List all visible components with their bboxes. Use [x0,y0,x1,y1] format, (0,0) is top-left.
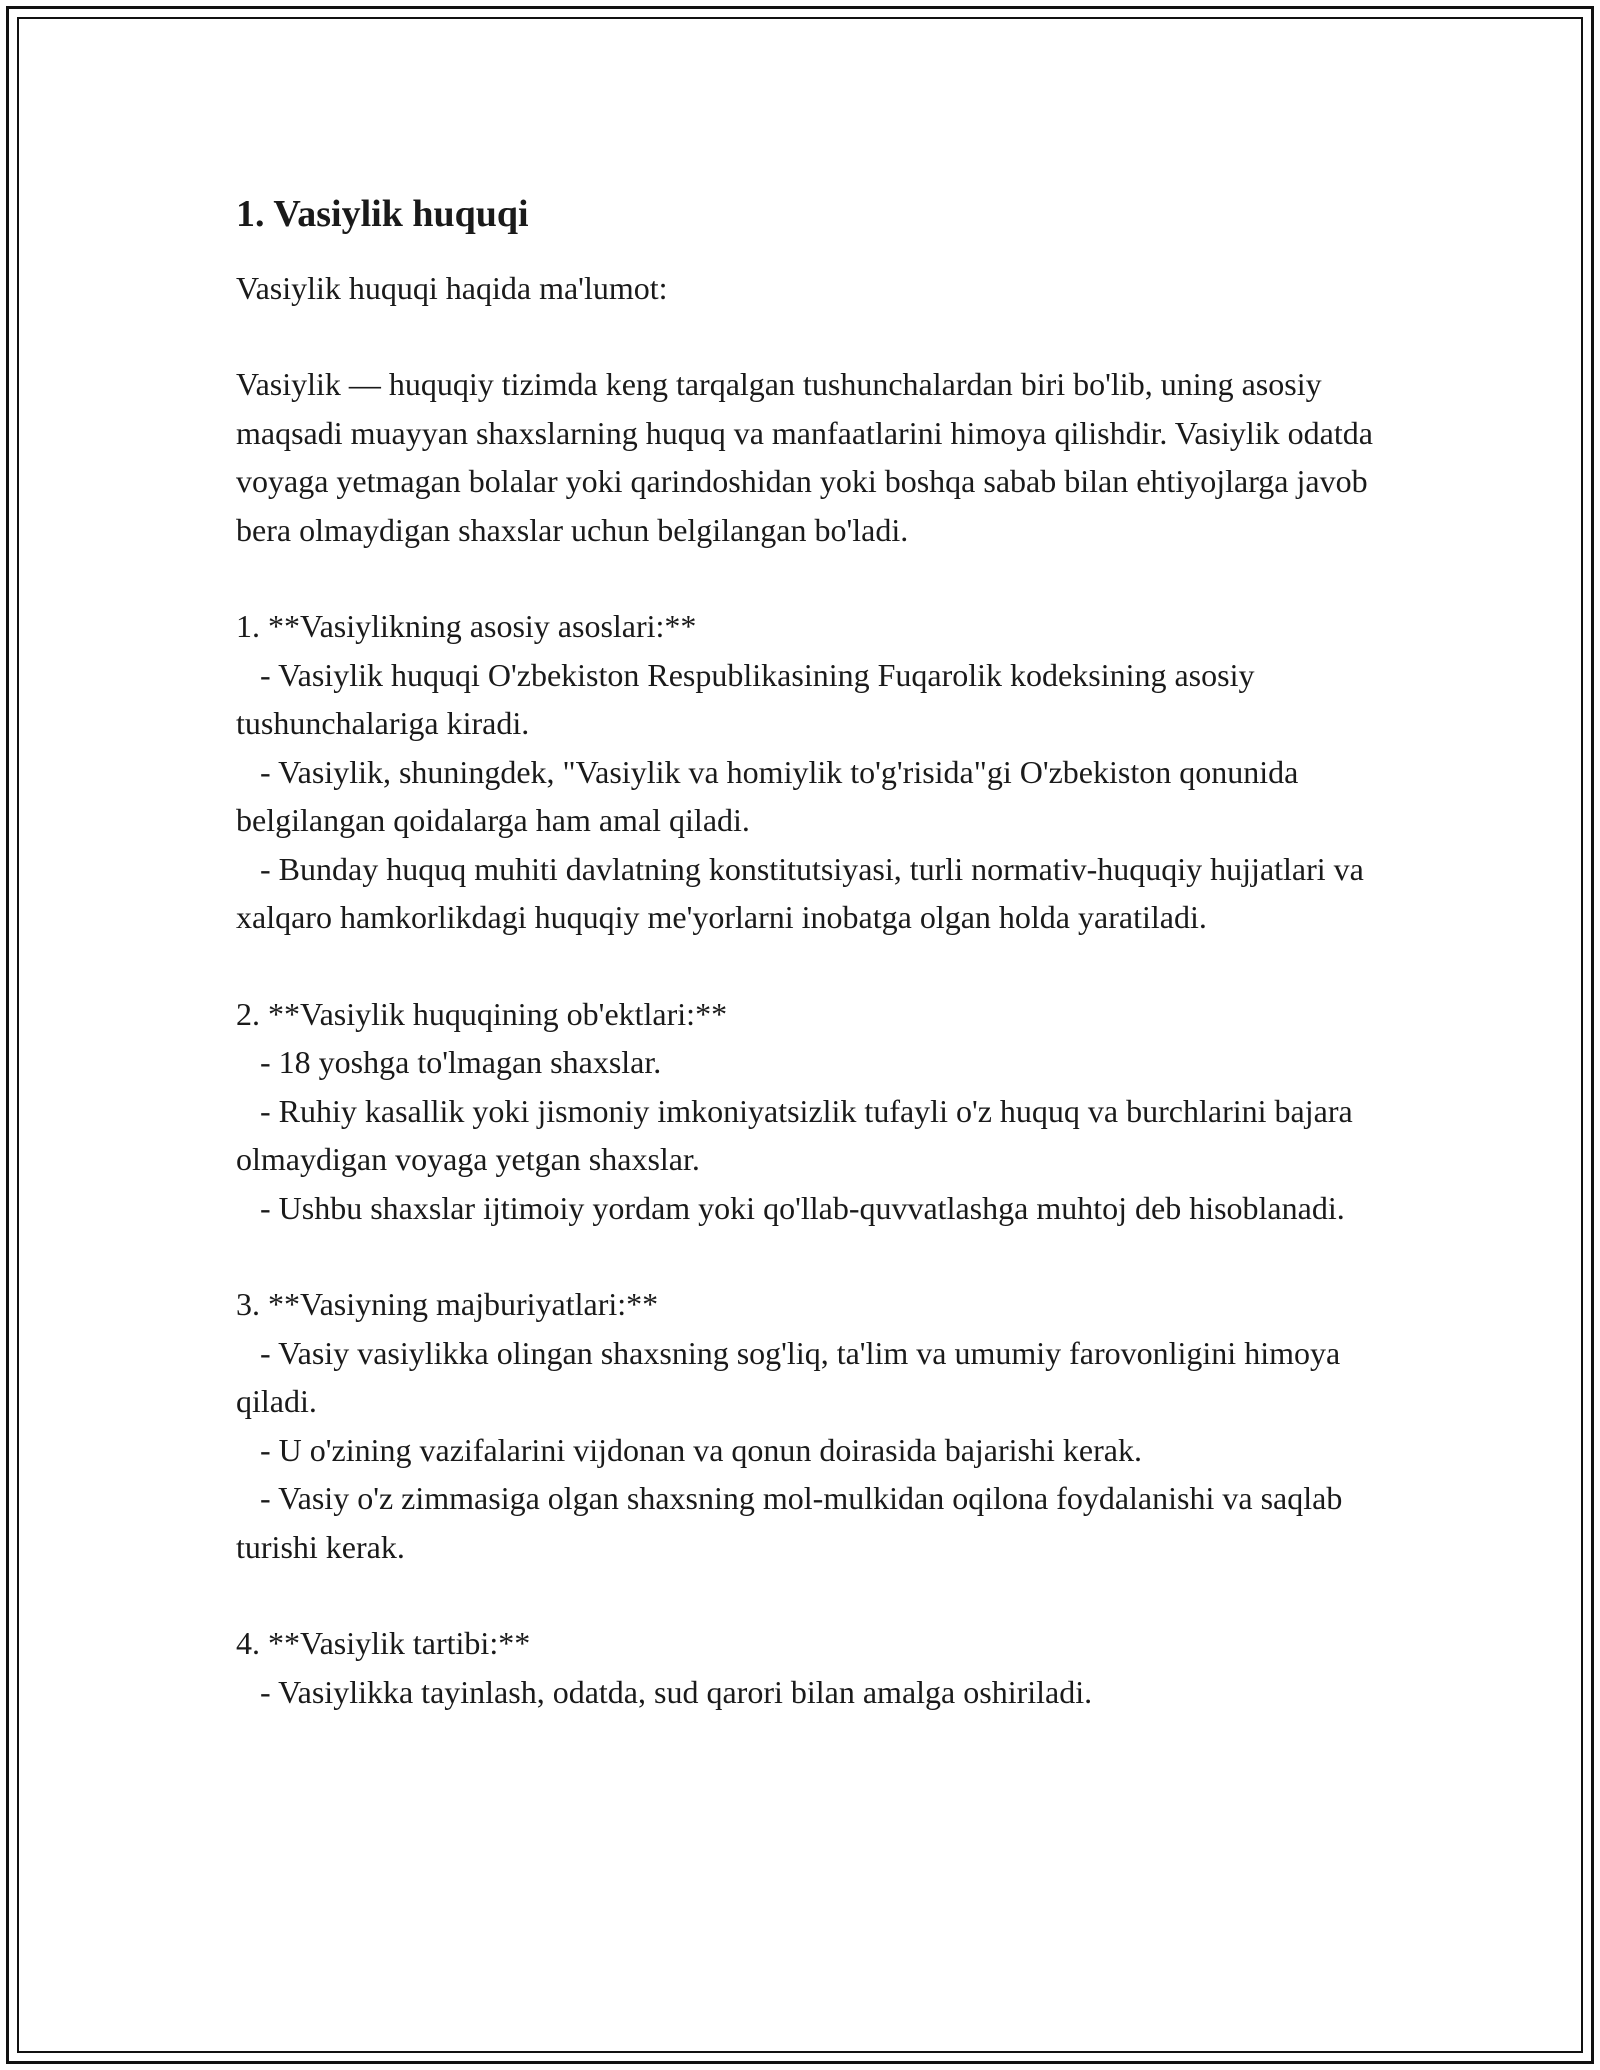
section-4 [236,1619,1376,1716]
list-item: - Vasiylik, shuningdek, "Vasiylik va homiylik to'g'risida"gi O'zbekiston qonunida belgilangan qoidalarga ham amal qiladi. [236,748,1376,845]
section-2 [236,990,1376,1233]
section-3 [236,1280,1376,1571]
list-item: - Vasiylik huquqi O'zbekiston Respublikasining Fuqarolik kodeksining asosiy tushunchalariga kiradi. [236,651,1376,748]
intro-paragraph: Vasiylik — huquqiy tizimda keng tarqalgan tushunchalardan biri bo'lib, uning asosiy maqsadi muayyan shaxslarning huquq va manfaatlarini himoya qilishdir. Vasiylik odatda voyaga yetmagan bolalar yoki qarindoshidan yoki boshqa sabab bilan ehtiyojlarga javob bera olmaydigan shaxslar uchun belgilangan bo'ladi. [236,366,1373,548]
intro-text: Vasiylik huquqi haqida ma'lumot: [236,270,668,306]
document-title: 1. Vasiylik huquqi [236,193,529,235]
list-item: - Bunday huquq muhiti davlatning konstitutsiyasi, turli normativ-huquqiy hujjatlari va xalqaro hamkorlikdagi huquqiy me'yorlarni inobatga olgan holda yaratiladi. [236,845,1376,942]
list-item: - Vasiy vasiylikka olingan shaxsning sog'liq, ta'lim va umumiy farovonligini himoya qiladi. [236,1329,1376,1426]
list-item: - U o'zining vazifalarini vijdonan va qonun doirasida bajarishi kerak. [236,1426,1376,1475]
list-item: - Vasiylikka tayinlash, odatda, sud qarori bilan amalga oshiriladi. [236,1668,1376,1717]
section-heading: 3. **Vasiyning majburiyatlari:** [236,1286,659,1322]
section-heading: 4. **Vasiylik tartibi:** [236,1625,531,1661]
list-item: - Ruhiy kasallik yoki jismoniy imkoniyatsizlik tufayli o'z huquq va burchlarini bajara olmaydigan voyaga yetgan shaxslar. [236,1087,1376,1184]
section-heading: 2. **Vasiylik huquqining ob'ektlari:** [236,995,728,1032]
section-heading: 1. **Vasiylikning asosiy asoslari:** [236,608,697,644]
document-body [236,186,1376,1716]
list-item: - Ushbu shaxslar ijtimoiy yordam yoki qo'llab-quvvatlashga muhtoj deb hisoblanadi. [236,1184,1376,1233]
list-item: - 18 yoshga to'lmagan shaxslar. [236,1038,1376,1087]
section-1 [236,602,1376,942]
list-item: - Vasiy o'z zimmasiga olgan shaxsning mol-mulkidan oqilona foydalanishi va saqlab turishi kerak. [236,1474,1376,1571]
